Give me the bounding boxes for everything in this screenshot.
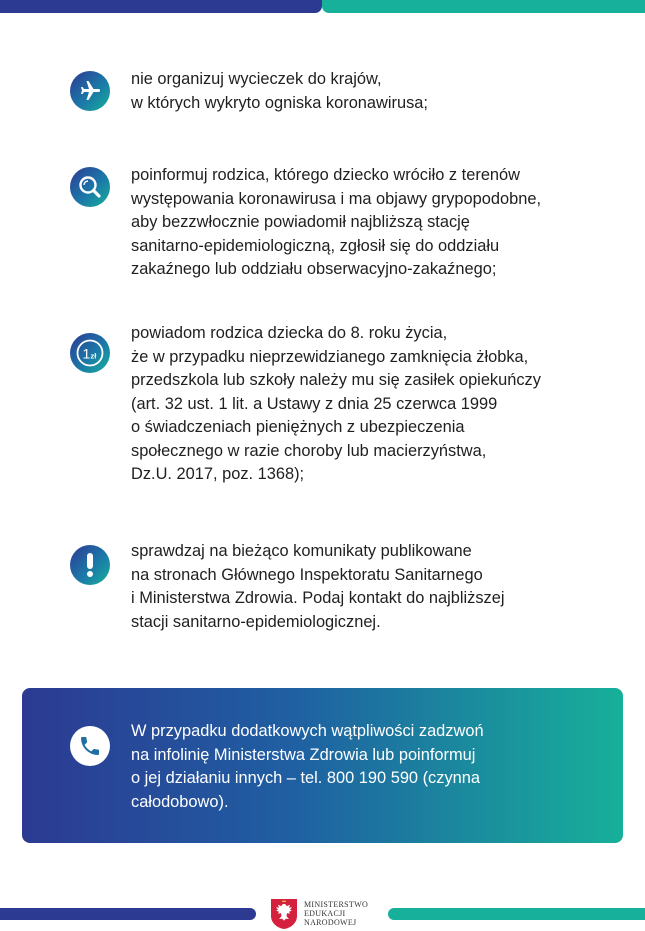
hotline-text: W przypadku dodatkowych wątpliwości zadzwoń na infolinię Ministerstwa Zdrowia lub poinformuj o jej działaniu innych – tel. 800 190 590 (czynna całodobowo). <box>131 722 484 811</box>
advice-text-travel: nie organizuj wycieczek do krajów, w których wykryto ogniska koronawirusa; <box>131 70 428 112</box>
coin-1zl-icon <box>70 333 110 373</box>
advice-text-care-allowance: powiadom rodzica dziecka do 8. roku życia, że w przypadku nieprzewidzianego zamknięcia żłobka, przedszkola lub szkoły należy mu się zasiłek opiekuńczy (art. 32 ust. 1 lit. a Ustawy z dnia 25 czerwca 1999 o świadczeniach pieniężnych z ubezpieczenia społecznego w razie choroby lub macierzyństwa, Dz.U. 2017, poz. 1368); <box>131 324 541 483</box>
logo-line-3: NARODOWEJ <box>304 918 357 927</box>
advice-text-check-news: sprawdzaj na bieżąco komunikaty publikowane na stronach Głównego Inspektoratu Sanitarnego i Ministerstwa Zdrowia. Podaj kontakt do najbliższej stacji sanitarno-epidemiologicznej. <box>131 542 505 631</box>
logo-line-1: MINISTERSTWO <box>304 900 369 909</box>
logo-line-2: EDUKACJI <box>304 909 346 918</box>
exclamation-icon <box>70 545 110 585</box>
top-accent-bar <box>0 0 645 13</box>
hotline-callout <box>22 688 623 843</box>
top-bar-navy <box>0 0 322 13</box>
footer <box>0 897 645 931</box>
airplane-icon <box>70 71 110 111</box>
top-bar-teal <box>322 0 645 13</box>
ministry-logo-text <box>304 900 368 927</box>
phone-icon <box>70 726 110 766</box>
footer-bar-navy <box>0 908 256 920</box>
polish-eagle-emblem-icon <box>270 898 298 930</box>
ministry-logo <box>270 897 382 931</box>
advice-text-inform-parent: poinformuj rodzica, którego dziecko wróciło z terenów występowania koronawirusa i ma objawy grypopodobne, aby bezzwłocznie powiadomił najbliższą stację sanitarno-epidemiologiczną, zgłosił się do oddziału zakaźnego lub oddziału obserwacyjno-zakaźnego; <box>131 166 541 278</box>
footer-bar-teal <box>388 908 645 920</box>
magnifier-icon <box>70 167 110 207</box>
coin-label: 1 <box>82 345 91 362</box>
coin-unit: zł <box>90 351 97 361</box>
